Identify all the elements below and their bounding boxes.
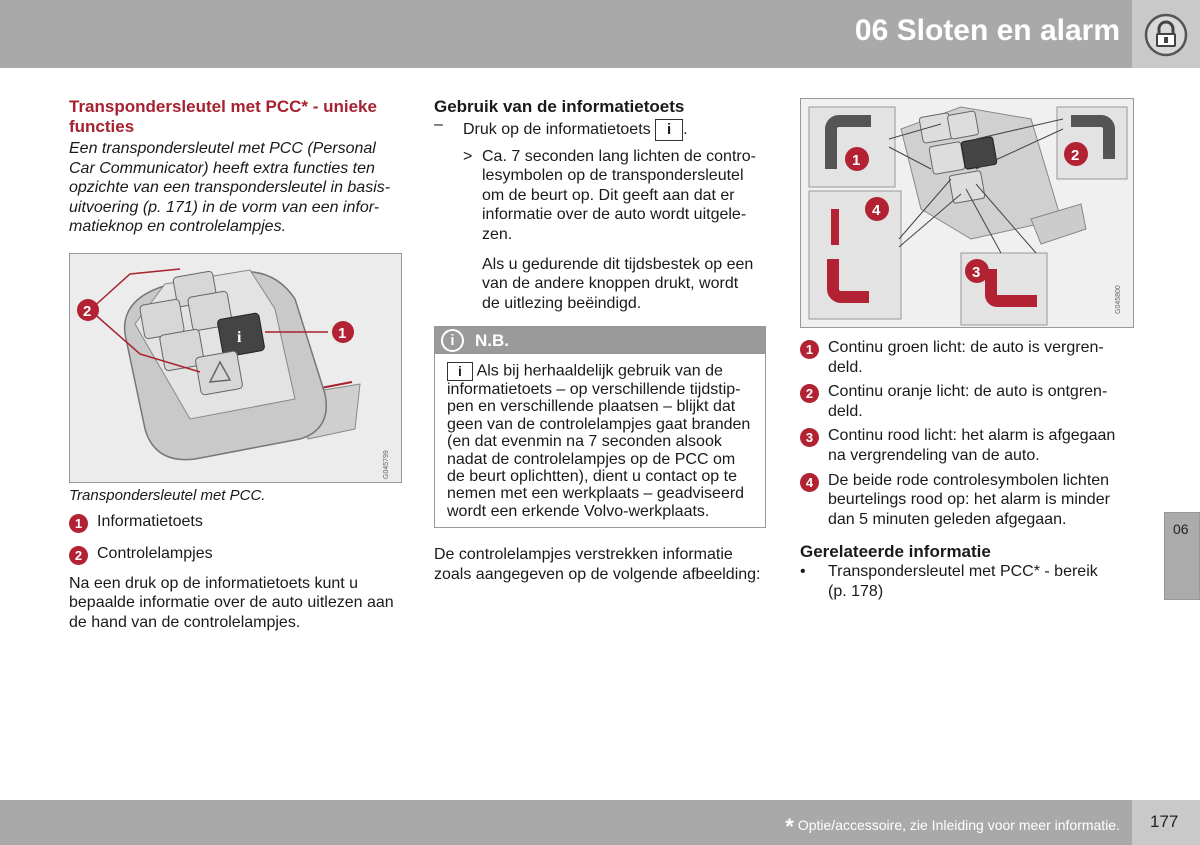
left-column [69, 97, 409, 237]
header-bar [0, 0, 1132, 68]
figure-caption: Transpondersleutel met PCC. [69, 487, 266, 504]
callout-2: 2 [1071, 147, 1080, 164]
section-title: Transpondersleutel met PCC* - unieke functies [69, 97, 377, 136]
figure-code: G045800 [1115, 285, 1122, 314]
page-number: 177 [1150, 812, 1179, 831]
chapter-tab[interactable]: 06 [1164, 512, 1200, 600]
chapter-icon-box [1132, 0, 1200, 68]
callout-1: 1 [338, 325, 347, 342]
legend-item-3: 3 Continu rood licht: het alarm is afgegaan na vergrendeling van de auto. [800, 426, 1140, 465]
page-number-box [1132, 800, 1200, 845]
intro-paragraph: Een transpondersleutel met PCC (Personal Car Communicator) heeft extra functies ten opzichte van een transpondersleutel in basis- uitvoering (p. 171) in de vorm van een infor- matieknop en controlelampjes. [69, 140, 391, 236]
info-key-icon: i [655, 119, 683, 141]
lamps-illustration [801, 99, 1134, 328]
left-column-lower [69, 486, 409, 633]
usage-title: Gebruik van de informatietoets [434, 97, 685, 116]
note-text: i Als bij herhaaldelijk gebruik van de informatietoets – op verschillende tijdstip- pen en verschillende plaatsen – blijkt dat geen van de controlelampjes gaat branden (en dat evenmin na 7 seconden alsook nadat de controlelampjes op de PCC om de beurt oplichtten), dient u contact op te nemen met een werkplaats – geadviseerd wordt een erkende Volvo-werkplaats. [447, 362, 751, 520]
svg-text:i: i [237, 329, 242, 346]
legend-item-2: 2 Continu oranje licht: de auto is ontgren- deld. [800, 382, 1140, 421]
lamps-figure [800, 98, 1134, 328]
legend-item-1: 1 Continu groen licht: de auto is vergren- deld. [800, 338, 1140, 377]
step-item: – Druk op de informatietoets i . [434, 119, 770, 141]
note-title: N.B. [475, 331, 509, 350]
footnote: * Optie/accessoire, zie Inleiding voor meer informatie. [785, 814, 1120, 839]
right-column [800, 338, 1140, 601]
note-box [434, 326, 766, 528]
middle-column [434, 97, 770, 313]
info-key-icon: i [447, 362, 473, 381]
lock-icon [1144, 13, 1188, 57]
note-header [435, 327, 765, 354]
step-result: > Ca. 7 seconden lang lichten de contro- lesymbolen op de transpondersleutel om de beurt op. Dit geeft aan dat er informatie over de auto wordt uitgele- zen. Als u gedurende dit tijdsbestek op een van de andere knoppen drukt, wordt de uitlezing beëindigd. [463, 147, 756, 312]
callout-3: 3 [972, 264, 981, 281]
closing-paragraph: Na een druk op de informatietoets kunt u bepaalde informatie over de auto uitlezen aan de hand van de controlelampjes. [69, 574, 394, 631]
related-title: Gerelateerde informatie [800, 542, 991, 562]
callout-4: 4 [872, 202, 881, 219]
footer-bar [0, 800, 1132, 845]
middle-closing: De controlelampjes verstrekken informatie zoals aangegeven op de volgende afbeelding: [434, 546, 761, 583]
callout-1: 1 [852, 152, 861, 169]
chapter-title: 06 Sloten en alarm [854, 14, 1120, 47]
legend-item-1: 1 Informatietoets [69, 512, 409, 532]
legend-item-4: 4 De beide rode controlesymbolen lichten beurtelings rood op: het alarm is minder dan 5 minuten geleden afgegaan. [800, 471, 1140, 530]
callout-2: 2 [83, 303, 92, 320]
key-fob-figure [69, 253, 402, 483]
key-fob-illustration [70, 254, 402, 483]
figure-code: G045799 [383, 450, 390, 479]
related-link[interactable]: • Transpondersleutel met PCC* - bereik (p. 178) [800, 562, 1098, 600]
info-icon: i [441, 329, 464, 352]
legend-item-2: 2 Controlelampjes [69, 544, 409, 564]
